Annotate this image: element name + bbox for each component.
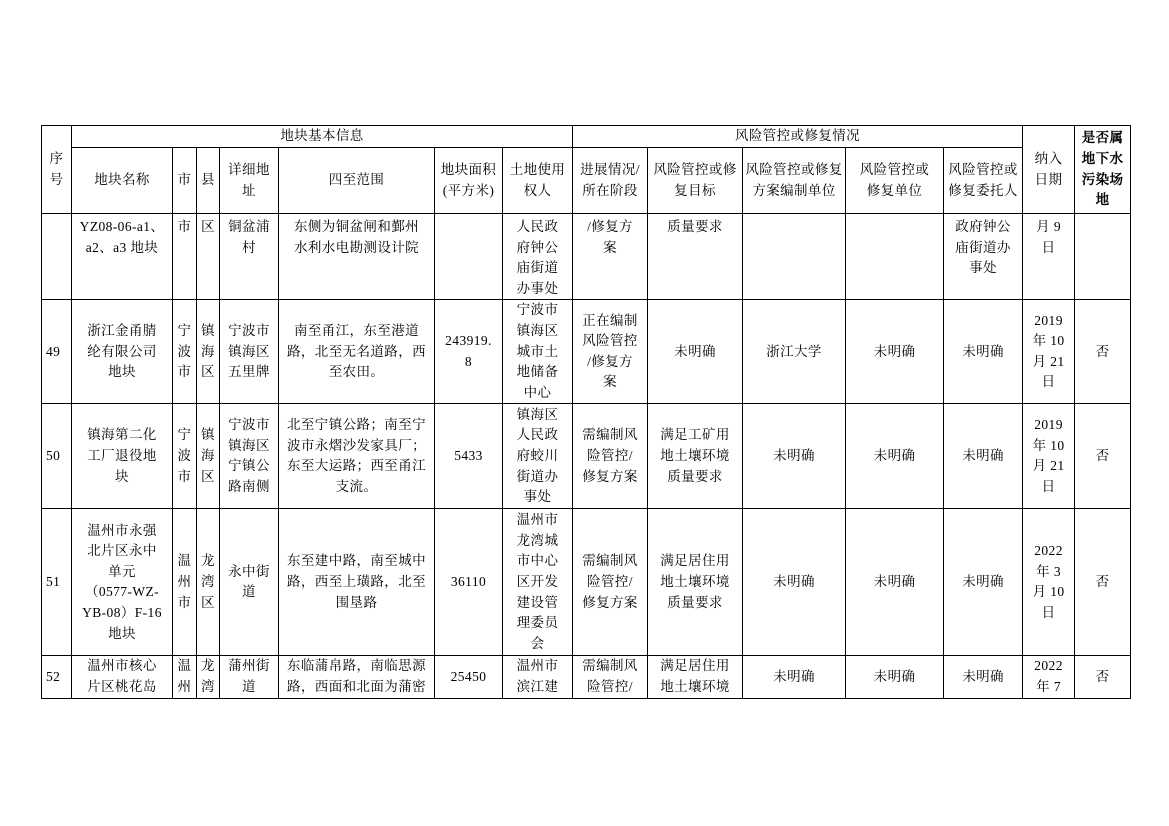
- header-address: 详细地 址: [220, 148, 279, 214]
- cell-progress: 需编制风 险管控/ 修复方案: [573, 509, 648, 656]
- cell-county: 龙 湾 区: [197, 509, 220, 656]
- table-row: [42, 656, 1131, 698]
- header-progress: 进展情况/ 所在阶段: [573, 148, 648, 214]
- cell-address: 宁波市 镇海区 五里牌: [220, 300, 279, 404]
- cell-repair-unit: 未明确: [846, 656, 944, 698]
- table-row: [42, 300, 1131, 404]
- cell-county: 镇 海 区: [197, 404, 220, 509]
- cell-groundwater: 否: [1075, 404, 1131, 509]
- cell-area: 5433: [435, 404, 503, 509]
- cell-groundwater: 否: [1075, 509, 1131, 656]
- cell-repair-unit: 未明确: [846, 300, 944, 404]
- cell-area: [435, 214, 503, 300]
- cell-owner: 温州市 龙湾城 市中心 区开发 建设管 理委员 会: [503, 509, 573, 656]
- cell-boundary: 东临蒲帛路，南临思源 路，西面和北面为蒲密: [279, 656, 435, 698]
- cell-progress: /修复方 案: [573, 214, 648, 300]
- cell-plan-unit: 未明确: [743, 656, 846, 698]
- cell-progress: 正在编制 风险管控 /修复方 案: [573, 300, 648, 404]
- cell-repair-unit: 未明确: [846, 404, 944, 509]
- cell-groundwater: 否: [1075, 656, 1131, 698]
- cell-boundary: 南至甬江，东至港道 路，北至无名道路，西 至农田。: [279, 300, 435, 404]
- header-plan-unit: 风险管控或修复 方案编制单位: [743, 148, 846, 214]
- cell-county: 龙 湾: [197, 656, 220, 698]
- cell-plan-unit: 未明确: [743, 404, 846, 509]
- header-client: 风险管控或 修复委托人: [944, 148, 1023, 214]
- cell-name: 温州市永强 北片区永中 单元 （0577-WZ- YB-08）F-16 地块: [72, 509, 173, 656]
- header-seq: 序 号: [42, 126, 72, 214]
- cell-county: 镇 海 区: [197, 300, 220, 404]
- header-target: 风险管控或修 复目标: [648, 148, 743, 214]
- cell-plan-unit: 浙江大学: [743, 300, 846, 404]
- cell-boundary: 东至建中路，南至城中 路，西至上璜路，北至 围垦路: [279, 509, 435, 656]
- cell-plan-unit: [743, 214, 846, 300]
- cell-address: 蒲州街 道: [220, 656, 279, 698]
- cell-name: 镇海第二化 工厂退役地 块: [72, 404, 173, 509]
- cell-seq: 52: [42, 656, 72, 698]
- cell-repair-unit: 未明确: [846, 509, 944, 656]
- cell-name: 温州市核心 片区桃花岛: [72, 656, 173, 698]
- cell-owner: 宁波市 镇海区 城市土 地储备 中心: [503, 300, 573, 404]
- cell-boundary: 东侧为铜盆闸和鄞州 水利水电勘测设计院: [279, 214, 435, 300]
- cell-seq: [42, 214, 72, 300]
- cell-area: 36110: [435, 509, 503, 656]
- cell-groundwater: 否: [1075, 300, 1131, 404]
- header-county: 县: [197, 148, 220, 214]
- cell-owner: 人民政 府钟公 庙街道 办事处: [503, 214, 573, 300]
- cell-city: 宁 波 市: [173, 300, 197, 404]
- header-basic-info: 地块基本信息: [72, 126, 573, 148]
- contaminated-sites-table: [41, 125, 1131, 699]
- cell-groundwater: [1075, 214, 1131, 300]
- cell-plan-unit: 未明确: [743, 509, 846, 656]
- cell-client: 未明确: [944, 656, 1023, 698]
- cell-client: 未明确: [944, 509, 1023, 656]
- cell-owner: 温州市 滨江建: [503, 656, 573, 698]
- cell-boundary: 北至宁镇公路；南至宁 波市永熠沙发家具厂； 东至大运路；西至甬江 支流。: [279, 404, 435, 509]
- header-area: 地块面积 (平方米): [435, 148, 503, 214]
- cell-seq: 49: [42, 300, 72, 404]
- cell-repair-unit: [846, 214, 944, 300]
- header-row-columns: [42, 148, 1131, 214]
- header-city: 市: [173, 148, 197, 214]
- header-row-group: [42, 126, 1131, 148]
- cell-target: 满足居住用 地土壤环境 质量要求: [648, 509, 743, 656]
- table-row: [42, 509, 1131, 656]
- cell-client: 政府钟公 庙街道办 事处: [944, 214, 1023, 300]
- cell-seq: 50: [42, 404, 72, 509]
- cell-target: 未明确: [648, 300, 743, 404]
- cell-area: 25450: [435, 656, 503, 698]
- cell-target: 质量要求: [648, 214, 743, 300]
- cell-seq: 51: [42, 509, 72, 656]
- cell-client: 未明确: [944, 404, 1023, 509]
- header-groundwater: 是否属 地下水 污染场 地: [1075, 126, 1131, 214]
- cell-progress: 需编制风 险管控/ 修复方案: [573, 404, 648, 509]
- cell-target: 满足居住用 地土壤环境: [648, 656, 743, 698]
- cell-date: 2019 年 10 月 21 日: [1023, 300, 1075, 404]
- cell-date: 2022 年 3 月 10 日: [1023, 509, 1075, 656]
- cell-address: 永中街 道: [220, 509, 279, 656]
- cell-owner: 镇海区 人民政 府蛟川 街道办 事处: [503, 404, 573, 509]
- cell-address: 铜盆浦 村: [220, 214, 279, 300]
- cell-progress: 需编制风 险管控/: [573, 656, 648, 698]
- header-repair-unit: 风险管控或 修复单位: [846, 148, 944, 214]
- cell-city: 温 州 市: [173, 509, 197, 656]
- cell-city: 市: [173, 214, 197, 300]
- header-date: 纳入 日期: [1023, 126, 1075, 214]
- header-boundary: 四至范围: [279, 148, 435, 214]
- cell-date: 月 9 日: [1023, 214, 1075, 300]
- cell-client: 未明确: [944, 300, 1023, 404]
- cell-name: YZ08-06-a1、 a2、a3 地块: [72, 214, 173, 300]
- cell-area: [435, 300, 503, 404]
- header-name: 地块名称: [72, 148, 173, 214]
- cell-target: 满足工矿用 地土壤环境 质量要求: [648, 404, 743, 509]
- table-row: [42, 214, 1131, 300]
- cell-city: 温 州: [173, 656, 197, 698]
- table-row: [42, 404, 1131, 509]
- cell-county: 区: [197, 214, 220, 300]
- cell-name: 浙江金甬腈 纶有限公司 地块: [72, 300, 173, 404]
- cell-city: 宁 波 市: [173, 404, 197, 509]
- header-risk-info: 风险管控或修复情况: [573, 126, 1023, 148]
- cell-address: 宁波市 镇海区 宁镇公 路南侧: [220, 404, 279, 509]
- area-value: 243919.8: [445, 333, 492, 369]
- header-owner: 土地使用 权人: [503, 148, 573, 214]
- cell-date: 2019 年 10 月 21 日: [1023, 404, 1075, 509]
- cell-date: 2022 年 7: [1023, 656, 1075, 698]
